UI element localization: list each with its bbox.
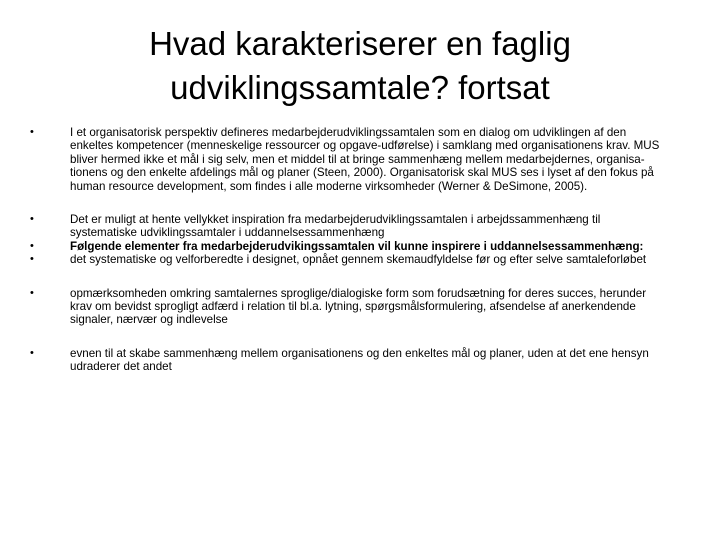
slide-title-line-2: udviklingssamtale? fortsat — [170, 69, 550, 106]
bullet-icon: • — [30, 239, 34, 252]
bullet-item-6 — [28, 347, 668, 374]
bullet-item-4 — [28, 253, 668, 266]
bullet-icon: • — [30, 346, 34, 359]
bullet-text-4: det systematiske og velforberedte i designet, opnået gennem skemaudfyldelse før og efter selve samtaleforløbet — [70, 253, 647, 267]
bullet-text-1: I et organisatorisk perspektiv defineres medarbejderudviklingssamtalen som en dialog om udviklingen af den enkeltes kompetencer (menneskelige ressourcer og opgave-udførelse) i samklang med organisationens krav. MUS bliver hermed ikke et mål i sig selv, men et middel til at bringe sammenhæng mellem medarbejdernes, organisa-tionens og den enkelte afdelings mål og planer (Steen, 2000). Organisatorisk skal MUS ses i lyset af den fokus på human resource development, som findes i alle moderne virksomheder (Werner & DeSimone, 2005). — [70, 126, 660, 193]
bullet-text-5: opmærksomheden omkring samtalernes sproglige/dialogiske form som forudsætning for deres succes, herunder krav om bevidst sprogligt adfærd i relation til bl.a. lytning, spørgsmålsformulering, afsendelse af anerkendende signaler, nærvær og indlevelse — [70, 286, 647, 327]
bullet-icon: • — [30, 253, 34, 266]
bullet-item-3 — [28, 240, 668, 253]
bullet-icon: • — [30, 126, 34, 138]
slide-title — [60, 22, 660, 110]
bullet-list — [28, 126, 668, 374]
slide-title-line-1: Hvad karakteriserer en faglig — [149, 25, 571, 62]
bullet-text-3: Følgende elementer fra medarbejderudvikingssamtalen vil kunne inspirere i uddannelsessammenhæng: — [70, 239, 644, 253]
bullet-icon: • — [30, 213, 34, 226]
bullet-icon: • — [30, 286, 34, 299]
bullet-item-1 — [28, 126, 668, 193]
bullet-item-5 — [28, 287, 668, 327]
bullet-item-2 — [28, 213, 668, 240]
bullet-text-6: evnen til at skabe sammenhæng mellem organisationens og den enkeltes mål og planer, uden at det ene hensyn udraderer det andet — [70, 346, 649, 374]
bullet-text-2: Det er muligt at hente vellykket inspiration fra medarbejderudviklingssamtalen i arbejdssammenhæng til systematiske udviklingssamtaler i uddannelsessammenhæng — [70, 213, 601, 240]
